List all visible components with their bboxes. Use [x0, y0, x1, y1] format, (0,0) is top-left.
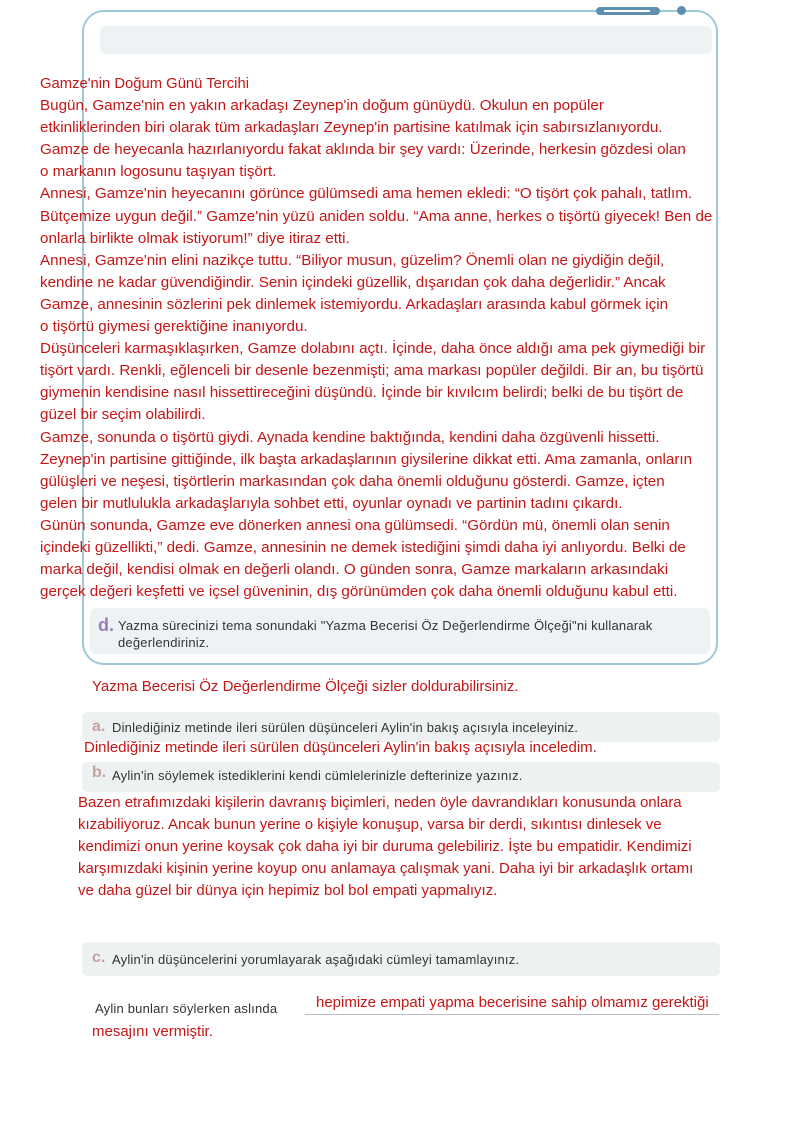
story-line: Düşünceleri karmaşıklaşırken, Gamze dolabını açtı. İçinde, daha önce aldığı ama pek giymediği bir	[40, 340, 706, 358]
item-b-answer	[78, 792, 788, 902]
story-line: gerçek değeri keşfetti ve içsel güveninin, dış görünümden çok daha önemli olduğunu kabul etti.	[40, 583, 678, 601]
story-line: tişört vardı. Renkli, eğlenceli bir desenle bezenmişti; ama markası popüler değildi. Bir an, bu tişörtü	[40, 362, 704, 380]
story-line: gülüşleri ve neşesi, tişörtlerin markasından çok daha önemli olduğunu gösterdi. Gamze, içten	[40, 472, 665, 490]
story-line: içindeki güzellikti,” dedi. Gamze, annesinin ne demek istediğini şimdi daha iyi anlıyordu. Belki de	[40, 538, 686, 556]
story-line: Annesi, Gamze'nin elini nazikçe tuttu. “Biliyor musun, güzelim? Önemli olan ne giydiğin değil,	[40, 251, 665, 269]
story-line: o markanın logosunu taşıyan tişört.	[40, 163, 277, 181]
story-line: güzel bir seçim olabilirdi.	[40, 406, 206, 424]
item-d-text: Yazma sürecinizi tema sonundaki "Yazma Becerisi Öz Değerlendirme Ölçeği"ni kullanarak değerlendiriniz.	[118, 618, 653, 650]
story-line: Günün sonunda, Gamze eve dönerken annesi ona gülümsedi. “Gördün mü, önemli olan senin	[40, 516, 670, 534]
story-line: kendine ne kadar güvendiğindir. Senin içindeki güzellik, dışarıdan çok daha değerlidir.” Ancak	[40, 273, 666, 291]
story-line: Gamze, sonunda o tişörtü giydi. Aynada kendine baktığında, kendini daha özgüvenli hissetti.	[40, 428, 660, 446]
story-text	[40, 73, 790, 603]
answer-blank-line	[305, 1014, 719, 1015]
story-line: Bütçemize uygun değil.” Gamze'nin yüzü aniden soldu. “Ama anne, herkes o tişörtü giyecek! Ben de	[40, 207, 713, 225]
answer-line: ve daha güzel bir dünya için hepimiz bol bol empati yapmalıyız.	[78, 882, 498, 899]
story-line: onlarla birlikte olmak istiyorum!” diye itiraz etti.	[40, 229, 350, 247]
answer-line: kızabiliyoruz. Ancak bunun yerine o kişiyle konuşup, varsa bir derdi, sıkıntısı dinlesek ve	[78, 816, 662, 833]
item-c-letter: c.	[92, 949, 106, 966]
item-a-letter: a.	[92, 718, 106, 735]
pencil-icon	[596, 7, 660, 15]
story-line: Bugün, Gamze'nin en yakın arkadaşı Zeynep'in doğum günüydü. Okulun en popüler	[40, 97, 604, 115]
item-c-answer-part2: mesajını vermiştir.	[92, 1023, 213, 1040]
story-line: gelen bir mutlulukla arkadaşlarıyla sohbet etti, oyunlar oynadı ve partinin tadını çıkardı.	[40, 494, 623, 512]
story-line: Zeynep'in partisine gittiğinde, ilk başta arkadaşlarının giysilerine dikkat etti. Ama zamanla, onların	[40, 450, 693, 468]
item-d-answer: Yazma Becerisi Öz Değerlendirme Ölçeği sizler doldurabilirsiniz.	[92, 678, 519, 695]
story-line: Annesi, Gamze'nin heyecanını görünce gülümsedi ama hemen ekledi: “O tişört çok pahalı, tatlım.	[40, 185, 693, 203]
story-line: etkinliklerinden biri olarak tüm arkadaşları Zeynep'in partisine katılmak için sabırsızlanıyordu.	[40, 119, 663, 137]
item-b-letter: b.	[92, 764, 107, 781]
header-bar	[100, 26, 712, 54]
item-c-answer-part1: hepimize empati yapma becerisine sahip olmamız gerektiği	[316, 994, 709, 1011]
answer-line: Bazen etrafımızdaki kişilerin davranış biçimleri, neden öyle davrandıkları konusunda onlara	[78, 794, 682, 811]
story-line: Gamze, annesinin sözlerini pek dinlemek istemiyordu. Arkadaşları arasında kabul görmek için	[40, 295, 669, 313]
item-a-answer: Dinlediğiniz metinde ileri sürülen düşünceleri Aylin'in bakış açısıyla inceledim.	[84, 739, 597, 756]
item-d-letter: d.	[98, 615, 114, 635]
item-c-question: Aylin'in düşüncelerini yorumlayarak aşağıdaki cümleyi tamamlayınız.	[112, 952, 520, 967]
answer-line: kendimizi onun yerine koysak çok daha iyi bir duruma gelebiliriz. İşte bu empatidir. Kendimizi	[78, 838, 692, 855]
story-line: o tişörtü giymesi gerektiğine inanıyordu.	[40, 318, 308, 336]
item-c-prompt: Aylin bunları söylerken aslında	[95, 1001, 278, 1016]
story-line: marka değil, kendisi olmak en değerli olandı. O günden sonra, Gamze markaların arkasındaki	[40, 561, 669, 579]
answer-line: karşımızdaki kişinin yerine koyup onu anlamaya çalışmak yani. Daha iyi bir arkadaşlık ortamı	[78, 860, 694, 877]
story-line: Gamze de heyecanla hazırlanıyordu fakat aklında bir şey vardı: Üzerinde, herkesin gözdesi olan	[40, 141, 686, 159]
item-a-question: Dinlediğiniz metinde ileri sürülen düşünceleri Aylin'in bakış açısıyla inceleyiniz.	[112, 720, 579, 735]
dot-icon	[677, 6, 686, 15]
story-title: Gamze'nin Doğum Günü Tercihi	[40, 76, 249, 92]
item-b-question: Aylin'in söylemek istediklerini kendi cümlelerinizle defterinize yazınız.	[112, 768, 523, 783]
story-line: giymenin kendisine nasıl hissettireceğini düşündü. İçinde bir kıvılcım belirdi; belki de bu tişört de	[40, 384, 684, 402]
